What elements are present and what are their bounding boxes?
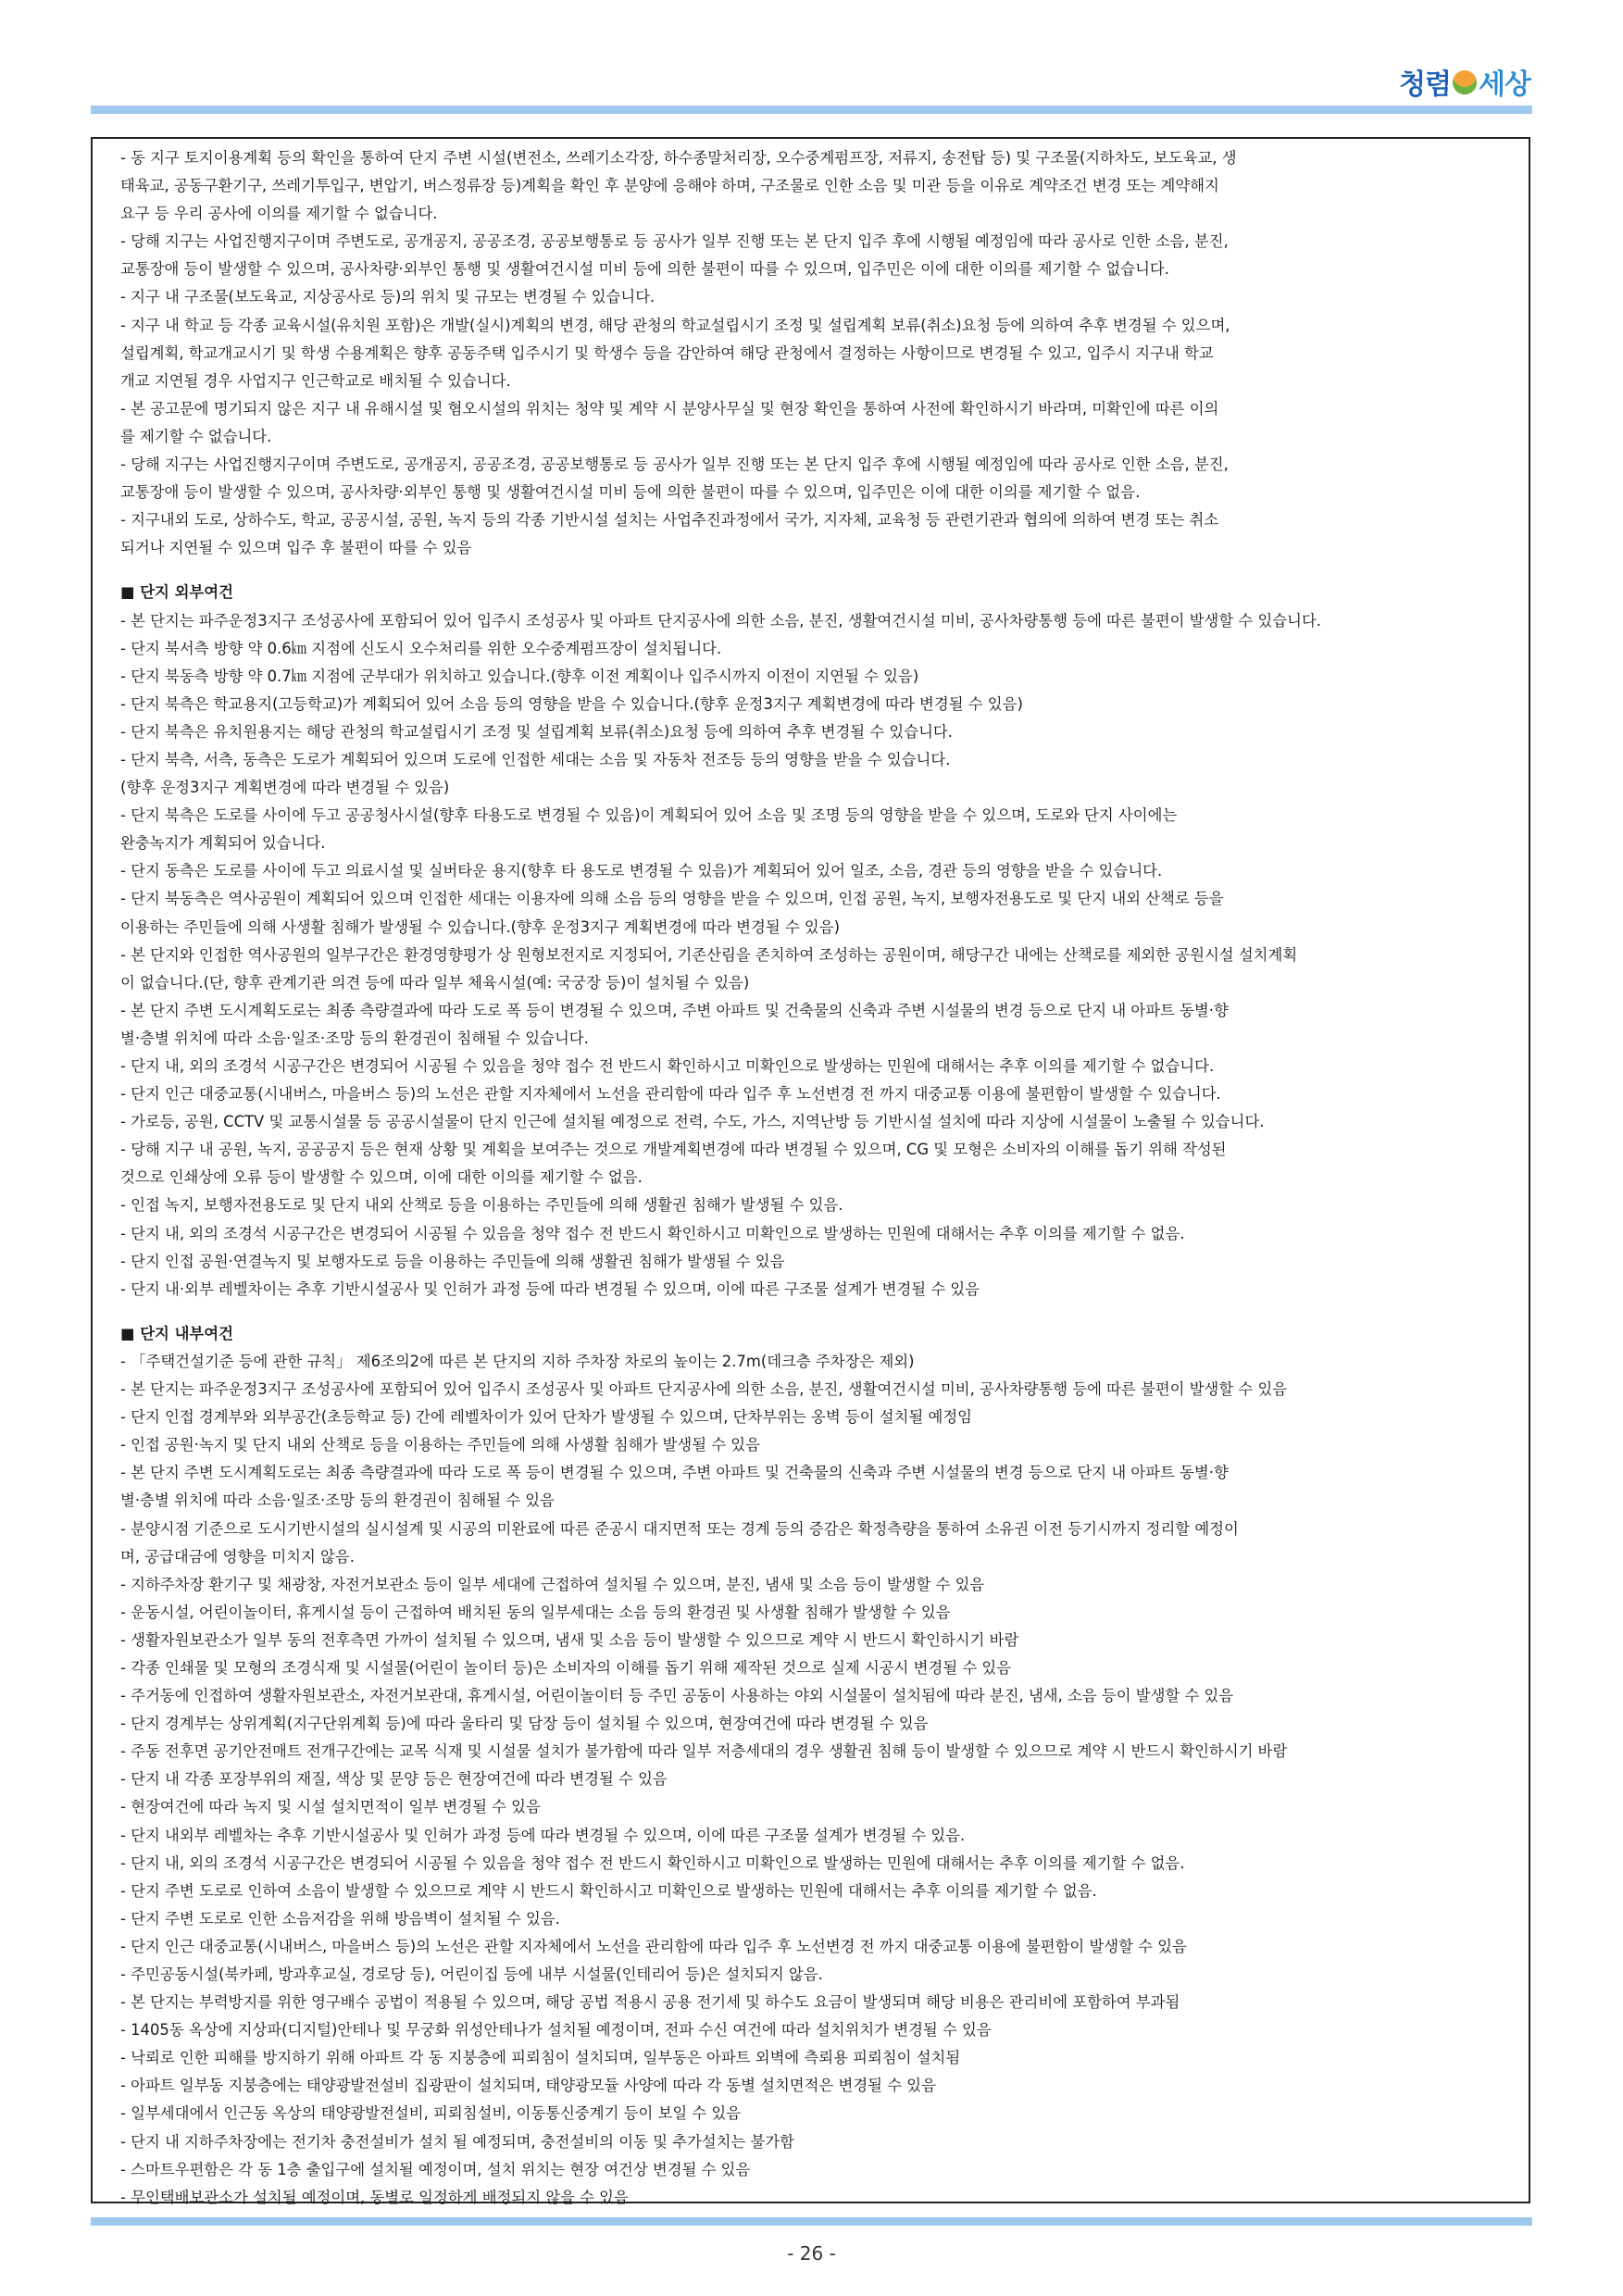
text-line: - 단지 내·외부 레벨차이는 추후 기반시설공사 및 인허가 과정 등에 따라 변경될 수 있으며, 이에 따른 구조물 설계가 변경될 수 있음 [120, 1279, 980, 1298]
text-line: - 당해 지구는 사업진행지구이며 주변도로, 공개공지, 공공조경, 공공보행통로 등 공사가 일부 진행 또는 본 단지 입주 후에 시행될 예정임에 따라 공사로 인한 소음, 분진, [120, 232, 1229, 251]
document-body [120, 144, 1528, 2212]
logo-text-1: 청렴 [1399, 69, 1452, 101]
text-line: - 본 단지는 파주운정3지구 조성공사에 포함되어 있어 입주시 조성공사 및 아파트 단지공사에 의한 소음, 분진, 생활여건시설 미비, 공사차량통행 등에 따른 불편이 발생할 수 있습니다. [120, 611, 1322, 630]
text-line: - 단지 주변 도로로 인한 소음저감을 위해 방음벽이 설치될 수 있음. [120, 1909, 560, 1928]
text-line: 교통장애 등이 발생할 수 있으며, 공사차량·외부인 통행 및 생활여건시설 미비 등에 의한 불편이 따를 수 있으며, 입주민은 이에 대한 이의를 제기할 수 없습니다. [120, 260, 1169, 279]
text-line: 요구 등 우리 공사에 이의를 제기할 수 없습니다. [120, 205, 438, 223]
logo-text-2: 세상 [1479, 69, 1530, 101]
text-line: - 인접 공원·녹지 및 단지 내외 산책로 등을 이용하는 주민들에 의해 사생활 침해가 발생될 수 있음 [120, 1436, 760, 1454]
text-line: - 단지 주변 도로로 인하여 소음이 발생할 수 있으므로 계약 시 반드시 확인하시고 미확인으로 발생하는 민원에 대해서는 추후 이의를 제기할 수 없음. [120, 1881, 1097, 1900]
section-heading: ■ 단지 외부여건 [120, 583, 233, 602]
text-line: 며, 공급대금에 영향을 미치지 않음. [120, 1547, 355, 1566]
text-line: - 단지 내, 외의 조경석 시공구간은 변경되어 시공될 수 있음을 청약 접수 전 반드시 확인하시고 미확인으로 발생하는 민원에 대해서는 추후 이의를 제기할 수 없음. [120, 1853, 1185, 1872]
text-line: - 본 단지 주변 도시계획도로는 최종 측량결과에 따라 도로 폭 등이 변경될 수 있으며, 주변 아파트 및 건축물의 신축과 주변 시설물의 변경 등으로 단지 내 아파트 동별·향 [120, 1001, 1229, 1019]
logo-emblem-icon [1453, 70, 1477, 94]
text-line: - 단지 북측은 유치원용지는 해당 관청의 학교설립시기 조정 및 설립계획 보류(취소)요청 등에 의하여 추후 변경될 수 있습니다. [120, 722, 953, 741]
text-line: - 당해 지구 내 공원, 녹지, 공공공지 등은 현재 상황 및 계획을 보여주는 것으로 개발계획변경에 따라 변경될 수 있으며, CG 및 모형은 소비자의 이해를 돕기 위해 작성된 [120, 1141, 1227, 1159]
text-line: - 생활자원보관소가 일부 동의 전후측면 가까이 설치될 수 있으며, 냄새 및 소음 등이 발생할 수 있으므로 계약 시 반드시 확인하시기 바람 [120, 1630, 1019, 1649]
text-line: - 스마트우편함은 각 동 1층 출입구에 설치될 예정이며, 설치 위치는 현장 여건상 변경될 수 있음 [120, 2160, 751, 2178]
text-line: 것으로 인쇄상에 오류 등이 발생할 수 있으며, 이에 대한 이의를 제기할 수 없음. [120, 1168, 643, 1187]
text-line: - 주민공동시설(북카페, 방과후교실, 경로당 등), 어린이집 등에 내부 시설물(인테리어 등)은 설치되지 않음. [120, 1965, 823, 1983]
text-line: - 주동 전후면 공기안전매트 전개구간에는 교목 식재 및 시설물 설치가 불가함에 따라 일부 저층세대의 경우 생활권 침해 등이 발생할 수 있으므로 계약 시 반드시 확인하시기 바람 [120, 1742, 1288, 1761]
text-line: 이 없습니다.(단, 향후 관계기관 의견 등에 따라 일부 체육시설(예: 국궁장 등)이 설치될 수 있음) [120, 973, 750, 992]
text-line: - 「주택건설기준 등에 관한 규칙」 제6조의2에 따른 본 단지의 지하 주차장 차로의 높이는 2.7m(데크층 주차장은 제외) [120, 1352, 915, 1370]
text-line: - 단지 인접 공원·연결녹지 및 보행자도로 등을 이용하는 주민들에 의해 생활권 침해가 발생될 수 있음 [120, 1252, 785, 1270]
text-line: - 단지 동측은 도로를 사이에 두고 의료시설 및 실버타운 용지(향후 타 용도로 변경될 수 있음)가 계획되어 있어 일조, 소음, 경관 등의 영향을 받을 수 있습니다. [120, 862, 1163, 880]
text-line: - 분양시점 기준으로 도시기반시설의 실시설계 및 시공의 미완료에 따른 준공시 대지면적 또는 경계 등의 증감은 확정측량을 통하여 소유권 이전 등기시까지 정리할 예정이 [120, 1519, 1239, 1538]
text-line: - 당해 지구는 사업진행지구이며 주변도로, 공개공지, 공공조경, 공공보행통로 등 공사가 일부 진행 또는 본 단지 입주 후에 시행될 예정임에 따라 공사로 인한 소음, 분진, [120, 455, 1229, 474]
text-line: - 단지 경계부는 상위계획(지구단위계획 등)에 따라 울타리 및 담장 등이 설치될 수 있으며, 현장여건에 따라 변경될 수 있음 [120, 1715, 929, 1733]
text-line: - 무인택배보관소가 설치될 예정이며, 동별로 일정하게 배정되지 않을 수 있음 [120, 2188, 629, 2206]
text-line: 개교 지연될 경우 사업지구 인근학교로 배치될 수 있습니다. [120, 371, 511, 390]
text-line: - 아파트 일부동 지붕층에는 태양광발전설비 집광판이 설치되며, 태양광모듈 사양에 따라 각 동별 설치면적은 변경될 수 있음 [120, 2077, 936, 2095]
text-line: - 각종 인쇄물 및 모형의 조경식재 및 시설물(어린이 놀이터 등)은 소비자의 이해를 돕기 위해 제작된 것으로 실제 시공시 변경될 수 있음 [120, 1658, 1012, 1677]
text-line: 태육교, 공동구환기구, 쓰레기투입구, 변압기, 버스정류장 등)계획을 확인 후 분양에 응해야 하며, 구조물로 인한 소음 및 미관 등을 이유로 계약조건 변경 또는 계약해지 [120, 177, 1219, 195]
text-line: 되거나 지연될 수 있으며 입주 후 불편이 따를 수 있음 [120, 539, 472, 557]
text-line: - 단지 북측은 학교용지(고등학교)가 계획되어 있어 소음 등의 영향을 받을 수 있습니다.(향후 운정3지구 계획변경에 따라 변경될 수 있음) [120, 694, 1023, 713]
page-number: - 26 - [787, 2242, 836, 2265]
text-line: - 단지 내외부 레벨차는 추후 기반시설공사 및 인허가 과정 등에 따라 변경될 수 있으며, 이에 따른 구조물 설계가 변경될 수 있음. [120, 1826, 966, 1844]
text-line: - 주거동에 인접하여 생활자원보관소, 자전거보관대, 휴게시설, 어린이놀이터 등 주민 공동이 사용하는 야외 시설물이 설치됨에 따라 분진, 냄새, 소음 등이 발생할 수 있음 [120, 1687, 1234, 1705]
text-line: - 단지 내, 외의 조경석 시공구간은 변경되어 시공될 수 있음을 청약 접수 전 반드시 확인하시고 미확인으로 발생하는 민원에 대해서는 추후 이의를 제기할 수 없습니다. [120, 1057, 1215, 1075]
text-line: (향후 운정3지구 계획변경에 따라 변경될 수 있음) [120, 779, 450, 797]
text-line: - 지구 내 학교 등 각종 교육시설(유치원 포함)은 개발(실시)계획의 변경, 해당 관청의 학교설립시기 조정 및 설립계획 보류(취소)요청 등에 의하여 추후 변경될 수 있으며, [120, 316, 1230, 334]
text-line: - 단지 북동측 방향 약 0.7㎞ 지점에 군부대가 위치하고 있습니다.(향후 이전 계획이나 입주시까지 이전이 지연될 수 있음) [120, 667, 919, 685]
section-heading: ■ 단지 내부여건 [120, 1324, 233, 1342]
text-line: - 단지 내 지하주차장에는 전기차 충전설비가 설치 될 예정되며, 충전설비의 이동 및 추가설치는 불가함 [120, 2132, 795, 2151]
text-line: - 가로등, 공원, CCTV 및 교통시설물 등 공공시설물이 단지 인근에 설치될 예정으로 전력, 수도, 가스, 지역난방 등 기반시설 설치에 따라 지상에 시설물이 노출될 수 있습니다. [120, 1113, 1265, 1131]
text-line: - 낙뢰로 인한 피해를 방지하기 위해 아파트 각 동 지붕층에 피뢰침이 설치되며, 일부동은 아파트 외벽에 측뢰용 피뢰침이 설치됨 [120, 2049, 961, 2067]
text-line: 완충녹지가 계획되어 있습니다. [120, 834, 326, 853]
text-line: 별·층별 위치에 따라 소음·일조·조망 등의 환경권이 침해될 수 있습니다. [120, 1029, 589, 1047]
text-line: - 단지 내 각종 포장부위의 재질, 색상 및 문양 등은 현장여건에 따라 변경될 수 있음 [120, 1770, 668, 1789]
text-line: - 단지 인근 대중교통(시내버스, 마을버스 등)의 노선은 관할 지자체에서 노선을 관리함에 따라 입주 후 노선변경 전 까지 대중교통 이용에 불편함이 발생할 수 있습니다. [120, 1085, 1221, 1104]
text-line: - 본 단지와 인접한 역사공원의 일부구간은 환경영향평가 상 원형보전지로 지정되어, 기존산림을 존치하여 조성하는 공원이며, 해당구간 내에는 산책로를 제외한 공원시설 설치계획 [120, 945, 1298, 964]
text-line: - 지구 내 구조물(보도육교, 지상공사로 등)의 위치 및 규모는 변경될 수 있습니다. [120, 288, 655, 306]
text-line: - 단지 인접 경계부와 외부공간(초등학교 등) 간에 레벨차이가 있어 단차가 발생될 수 있으며, 단차부위는 옹벽 등이 설치될 예정임 [120, 1408, 972, 1427]
text-line: 교통장애 등이 발생할 수 있으며, 공사차량·외부인 통행 및 생활여건시설 미비 등에 의한 불편이 따를 수 있으며, 입주민은 이에 대한 이의를 제기할 수 없음. [120, 483, 1141, 502]
text-line: - 단지 북측, 서측, 동측은 도로가 계획되어 있으며 도로에 인접한 세대는 소음 및 자동차 전조등 등의 영향을 받을 수 있습니다. [120, 750, 951, 768]
text-line: - 본 단지는 부력방지를 위한 영구배수 공법이 적용될 수 있으며, 해당 공법 적용시 공용 전기세 및 하수도 요금이 발생되며 해당 비용은 관리비에 포함하여 부과됨 [120, 1993, 1180, 2012]
text-line: - 일부세대에서 인근동 옥상의 태양광발전설비, 피뢰침설비, 이동통신중계기 등이 보일 수 있음 [120, 2104, 742, 2123]
text-line: - 운동시설, 어린이놀이터, 휴게시설 등이 근접하여 배치된 동의 일부세대는 소음 등의 환경권 및 사생활 침해가 발생할 수 있음 [120, 1603, 951, 1621]
header-rule [91, 106, 1532, 114]
text-line: - 단지 인근 대중교통(시내버스, 마을버스 등)의 노선은 관할 지자체에서 노선을 관리함에 따라 입주 후 노선변경 전 까지 대중교통 이용에 불편함이 발생할 수 있음 [120, 1937, 1187, 1955]
text-line: - 본 단지는 파주운정3지구 조성공사에 포함되어 있어 입주시 조성공사 및 아파트 단지공사에 의한 소음, 분진, 생활여건시설 미비, 공사차량통행 등에 따른 불편이 발생할 수 있음 [120, 1380, 1288, 1399]
text-line: 설립계획, 학교개교시기 및 학생 수용계획은 향후 공동주택 입주시기 및 학생수 등을 감안하여 해당 관청에서 결정하는 사항이므로 변경될 수 있고, 입주시 지구내 학교 [120, 343, 1214, 362]
logo [1399, 61, 1530, 102]
text-line: - 1405동 옥상에 지상파(디지털)안테나 및 무궁화 위성안테나가 설치될 예정이며, 전파 수신 여건에 따라 설치위치가 변경될 수 있음 [120, 2021, 992, 2040]
text-line: 별·층별 위치에 따라 소음·일조·조망 등의 환경권이 침해될 수 있음 [120, 1491, 555, 1510]
text-line: 를 제기할 수 없습니다. [120, 427, 272, 445]
text-line: - 인접 녹지, 보행자전용도로 및 단지 내외 산책로 등을 이용하는 주민들에 의해 생활권 침해가 발생될 수 있음. [120, 1196, 843, 1215]
text-line: - 동 지구 토지이용계획 등의 확인을 통하여 단지 주변 시설(변전소, 쓰레기소각장, 하수종말처리장, 오수중계펌프장, 저류지, 송전탑 등) 및 구조물(지하차도, 보도육교, 생 [120, 149, 1237, 167]
text-line: - 본 단지 주변 도시계획도로는 최종 측량결과에 따라 도로 폭 등이 변경될 수 있으며, 주변 아파트 및 건축물의 신축과 주변 시설물의 변경 등으로 단지 내 아파트 동별·향 [120, 1464, 1229, 1482]
text-line: - 단지 북서측 방향 약 0.6㎞ 지점에 신도시 오수처리를 위한 오수중계펌프장이 설치됩니다. [120, 639, 722, 657]
spacer [120, 562, 1528, 579]
text-line: - 단지 내, 외의 조경석 시공구간은 변경되어 시공될 수 있음을 청약 접수 전 반드시 확인하시고 미확인으로 발생하는 민원에 대해서는 추후 이의를 제기할 수 없음. [120, 1224, 1185, 1242]
text-line: 이용하는 주민들에 의해 사생활 침해가 발생될 수 있습니다.(향후 운정3지구 계획변경에 따라 변경될 수 있음) [120, 917, 840, 936]
text-line: - 지하주차장 환기구 및 채광창, 자전거보관소 등이 일부 세대에 근접하여 설치될 수 있으며, 분진, 냄새 및 소음 등이 발생할 수 있음 [120, 1575, 985, 1593]
text-line: - 단지 북측은 도로를 사이에 두고 공공청사시설(향후 타용도로 변경될 수 있음)이 계획되어 있어 소음 및 조명 등의 영향을 받을 수 있으며, 도로와 단지 사이에는 [120, 806, 1178, 825]
text-line: - 지구내외 도로, 상하수도, 학교, 공공시설, 공원, 녹지 등의 각종 기반시설 설치는 사업추진과정에서 국가, 지자체, 교육청 등 관련기관과 협의에 의하여 변경 또는 취소 [120, 511, 1219, 530]
text-line: - 현장여건에 따라 녹지 및 시설 설치면적이 일부 변경될 수 있음 [120, 1798, 541, 1816]
spacer [120, 1304, 1528, 1320]
text-line: - 단지 북동측은 역사공원이 계획되어 있으며 인접한 세대는 이용자에 의해 소음 등의 영향을 받을 수 있으며, 인접 공원, 녹지, 보행자전용도로 및 단지 내외 산책로 등을 [120, 890, 1224, 908]
text-line: - 본 공고문에 명기되지 않은 지구 내 유해시설 및 혐오시설의 위치는 청약 및 계약 시 분양사무실 및 현장 확인을 통하여 사전에 확인하시기 바라며, 미확인에 따른 이의 [120, 399, 1219, 418]
footer-rule [91, 2217, 1532, 2226]
